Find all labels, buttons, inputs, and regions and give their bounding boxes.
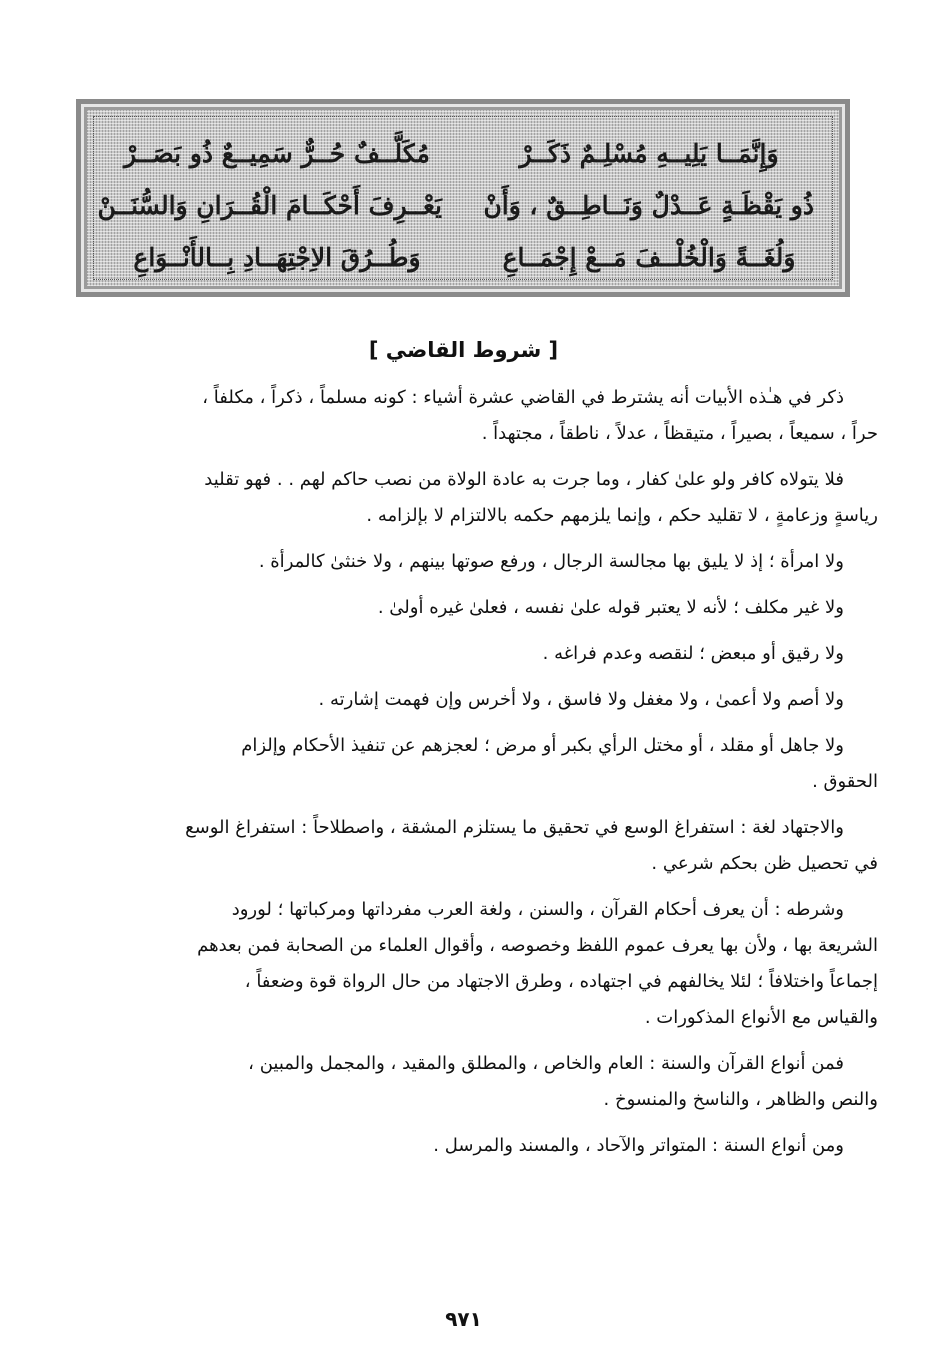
text-line: والاجتهاد لغة : استفراغ الوسع في تحقيق ما يستلزم المشقة ، واصطلاحاً : استفراغ الوسع — [185, 817, 844, 838]
text-line: الحقوق . — [812, 771, 878, 792]
paragraph — [48, 1128, 878, 1164]
text-line: ولا امرأة ؛ إذ لا يليق بها مجالسة الرجال ، ورفع صوتها بينهم ، ولا خنثىٰ كالمرأة . — [258, 551, 844, 572]
paragraph — [48, 462, 878, 534]
paragraph — [48, 810, 878, 882]
paragraph — [48, 892, 878, 1036]
page-number: ٩٧١ — [445, 1307, 482, 1331]
text-line: وشرطه : أن يعرف أحكام القرآن ، والسنن ، ولغة العرب مفرداتها ومركباتها ؛ لورود — [231, 899, 844, 920]
paragraph — [48, 1046, 878, 1118]
poem-hemistich-right: ذُو يَقْظَـةٍ عَــدْلٌ وَنَــاطِــقٌ ، وَأَنْ — [483, 190, 814, 220]
text-line: والقياس مع الأنواع المذكورات . — [644, 1007, 878, 1028]
paragraph — [48, 728, 878, 800]
poem-hemistich-right: وَلُغَــةً وَالْخُلْــفَ مَــعْ إِجْمَــاعِ — [502, 242, 796, 272]
poem-hemistich-left: يَعْــرِفَ أَحْكَــامَ الْقُــرَانِ وَالسُّنَــنْ — [97, 190, 442, 220]
poem-frame — [76, 99, 850, 297]
poem-hemistich-left: وَطُــرُقَ الاِجْتِهَــادِ بِــالأَنْــوَاعِ — [133, 242, 421, 272]
paragraph — [48, 636, 878, 672]
text-line: ذكر في هـٰذه الأبيات أنه يشترط في القاضي عشرة أشياء : كونه مسلماً ، ذكراً ، مكلفاً ، — [202, 387, 844, 408]
poem-verse — [94, 179, 832, 231]
text-line: ولا أصم ولا أعمىٰ ، ولا مغفل ولا فاسق ، ولا أخرس وإن فهمت إشارته . — [318, 689, 844, 710]
poem-hemistich-right: وَإِنَّمَــا يَلِيــهِ مُسْلِـمٌ ذَكَــرْ — [519, 138, 779, 168]
paragraph — [48, 544, 878, 580]
poem-verse — [94, 231, 832, 283]
text-line: إجماعاً واختلافاً ؛ لئلا يخالفهم في اجتهاده ، وطرق الاجتهاد من حال الرواة قوة وضعفاً ، — [244, 971, 878, 992]
paragraph — [48, 380, 878, 452]
text-line: والنص والظاهر ، والناسخ والمنسوخ . — [603, 1089, 878, 1110]
text-line: حراً ، سميعاً ، بصيراً ، متيقظاً ، عدلاً ، ناطقاً ، مجتهداً . — [481, 423, 878, 444]
text-line: رياسةٍ وزعامةٍ ، لا تقليد حكم ، وإنما يلزمهم حكمه بالالتزام لا بإلزامه . — [366, 505, 878, 526]
section-heading: [ شروط القاضي ] — [368, 338, 559, 362]
text-line: ومن أنواع السنة : المتواتر والآحاد ، والمسند والمرسل . — [433, 1135, 844, 1156]
poem-inner-border — [93, 116, 833, 280]
text-line: ولا رقيق أو مبعض ؛ لنقصه وعدم فراغه . — [542, 643, 844, 664]
paragraph — [48, 590, 878, 626]
text-line: الشريعة بها ، ولأن بها يعرف عموم اللفظ وخصوصه ، وأقوال العلماء من الصحابة فمن بعدهم — [197, 935, 878, 956]
text-line: في تحصيل ظن بحكم شرعي . — [651, 853, 878, 874]
poem-verse — [94, 127, 832, 179]
text-line: فمن أنواع القرآن والسنة : العام والخاص ، والمطلق والمقيد ، والمجمل والمبين ، — [248, 1053, 844, 1074]
body-text — [48, 380, 878, 1174]
text-line: ولا جاهل أو مقلد ، أو مختل الرأي بكبر أو مرض ؛ لعجزهم عن تنفيذ الأحكام وإلزام — [241, 735, 844, 756]
text-line: ولا غير مكلف ؛ لأنه لا يعتبر قوله علىٰ نفسه ، فعلىٰ غيره أولىٰ . — [377, 597, 844, 618]
poem-hemistich-left: مُكَلَّــفٌ حُــرٌّ سَمِيــعٌ ذُو بَصَــرْ — [124, 138, 430, 168]
text-line: فلا يتولاه كافر ولو علىٰ كفار ، وما جرت به عادة الولاة من نصب حاكم لهم . . فهو تقليد — [204, 469, 844, 490]
paragraph — [48, 682, 878, 718]
